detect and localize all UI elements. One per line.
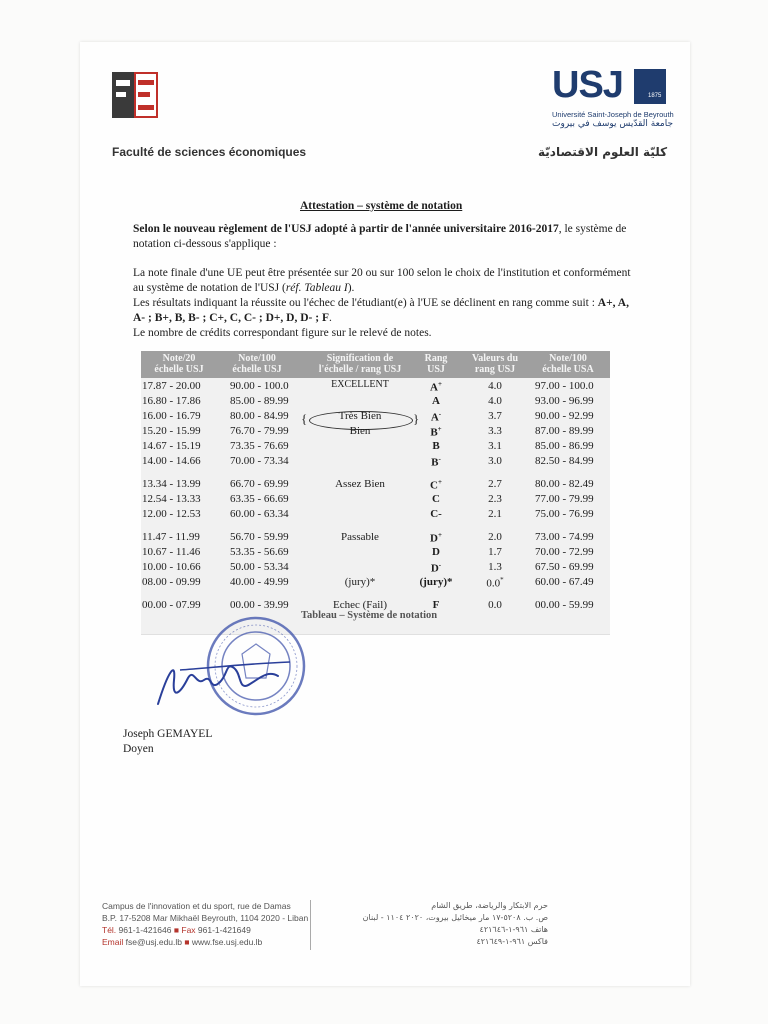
cell-signification: Echec (Fail) <box>332 599 388 611</box>
cell-note100: 53.35 - 56.69 <box>230 546 289 558</box>
cell-valeur: 3.3 <box>488 425 502 437</box>
table-reference: réf. Tableau I <box>285 282 348 294</box>
signature <box>158 666 278 704</box>
faculty-name-fr: Faculté de sciences économiques <box>112 145 307 159</box>
column-header-line: échelle USA <box>542 364 594 375</box>
signatory-role: Doyen <box>123 743 154 755</box>
cell-note20: 16.00 - 16.79 <box>142 410 201 422</box>
column-header-line: Note/20 <box>162 353 196 364</box>
table-caption: Tableau – Système de notation <box>301 610 438 621</box>
cell-usa: 93.00 - 96.99 <box>535 395 594 407</box>
cell-note100: 60.00 - 63.34 <box>230 508 289 520</box>
rank-modifier: + <box>437 531 442 539</box>
column-header-line: échelle USJ <box>154 364 204 375</box>
cell-valeur: 3.1 <box>488 440 502 452</box>
cell-valeur: 1.3 <box>488 561 502 573</box>
cell-note100: 40.00 - 49.99 <box>230 576 289 588</box>
rank-modifier: + <box>437 478 442 486</box>
footer-ar-line4: فاكس ٩٦١-١-٤٢١٦٤٩ <box>476 937 548 946</box>
column-header-line: l'échelle / rang USJ <box>318 364 402 375</box>
cell-note100: 56.70 - 59.99 <box>230 531 289 543</box>
footer-line2: B.P. 17-5208 Mar Mikhaël Beyrouth, 1104 2020 - Liban <box>102 913 309 923</box>
cell-rang: D <box>432 546 440 558</box>
cell-rang: C- <box>430 508 442 520</box>
cell-note100: 66.70 - 69.99 <box>230 478 289 490</box>
column-header-line: Valeurs du <box>471 353 519 364</box>
cell-rang: B- <box>431 455 441 469</box>
column-header <box>523 353 613 375</box>
website-link[interactable]: www.fse.usj.edu.lb <box>191 937 263 947</box>
cell-valeur: 2.0 <box>488 531 502 543</box>
stamp-and-signature <box>150 612 310 722</box>
cell-usa: 73.00 - 74.99 <box>535 531 594 543</box>
signatory <box>123 727 212 757</box>
cell-note20: 14.00 - 14.66 <box>142 455 201 467</box>
cell-rang: C+ <box>430 478 442 492</box>
grading-table <box>141 351 610 635</box>
rules-paragraph <box>133 266 638 341</box>
cell-usa: 90.00 - 92.99 <box>535 410 594 422</box>
signatory-name: Joseph GEMAYEL <box>123 728 213 740</box>
cell-usa: 80.00 - 82.49 <box>535 478 594 490</box>
table-header <box>141 351 610 378</box>
cell-signification: Passable <box>341 531 379 543</box>
rank-modifier: - <box>438 561 442 569</box>
email-link[interactable]: fse@usj.edu.lb <box>125 937 182 947</box>
cell-rang: F <box>432 599 440 611</box>
column-header-line: Note/100 <box>549 353 587 364</box>
cell-rang: D- <box>430 561 442 575</box>
intro-bold: Selon le nouveau règlement de l'USJ adopté à partir de l'année universitaire 2016-2017 <box>133 223 559 235</box>
brace-left: { <box>301 411 308 426</box>
footer-divider <box>310 900 311 950</box>
column-header-line: échelle USJ <box>232 364 282 375</box>
faculty-name-ar: كليّة العلوم الاقتصاديّة <box>538 145 668 159</box>
cell-note100: 85.00 - 89.99 <box>230 395 289 407</box>
cell-rang: (jury)* <box>419 576 453 588</box>
cell-rang: A <box>432 395 440 407</box>
cell-valeur: 4.0 <box>488 380 502 392</box>
cell-note20: 00.00 - 07.99 <box>142 599 201 611</box>
cell-valeur: 2.1 <box>488 508 502 520</box>
cell-usa: 75.00 - 76.99 <box>535 508 594 520</box>
cell-signification: EXCELLENT <box>331 379 389 390</box>
cell-note20: 11.47 - 11.99 <box>142 531 200 543</box>
usj-wordmark: USJ <box>552 64 623 106</box>
cell-valeur: 1.7 <box>488 546 502 558</box>
cell-rang: C <box>432 493 440 505</box>
cell-note100: 73.35 - 76.69 <box>230 440 289 452</box>
cell-note20: 14.67 - 15.19 <box>142 440 201 452</box>
rules-line2: Les résultats indiquant la réussite ou l'échec de l'étudiant(e) à l'UE se déclinent en rang comme suit : <box>133 297 598 309</box>
cell-rang: A+ <box>430 380 442 394</box>
cell-usa: 77.00 - 79.99 <box>535 493 594 505</box>
cell-note20: 13.34 - 13.99 <box>142 478 201 490</box>
usj-name: Université Saint-Joseph de Beyrouth <box>552 110 674 119</box>
cell-note100: 70.00 - 73.34 <box>230 455 289 467</box>
usj-name-ar: جامعة القدّيس يوسف في بيروت <box>552 119 674 129</box>
rank-modifier: + <box>437 425 442 433</box>
column-header-line: rang USJ <box>474 364 516 375</box>
tel-number: 961-1-421646 <box>118 925 172 935</box>
tel-label: Tél. <box>102 925 117 935</box>
fax-number: 961-1-421649 <box>197 925 251 935</box>
cell-usa: 87.00 - 89.99 <box>535 425 594 437</box>
rules-line1b: ). <box>347 282 355 294</box>
cell-note20: 10.00 - 10.66 <box>142 561 201 573</box>
cell-valeur: 0.0 <box>488 599 502 611</box>
cell-signification: Assez Bien <box>335 478 385 490</box>
footer-phones: Tél. 961-1-421646 ■ Fax 961-1-421649 <box>102 925 251 935</box>
email-label: Email <box>102 937 124 947</box>
cell-note20: 10.67 - 11.46 <box>142 546 201 558</box>
rules-line2-end: . <box>328 312 332 324</box>
column-header-line: Rang <box>424 353 448 364</box>
rules-line3: Le nombre de crédits correspondant figure sur le relevé de notes. <box>133 327 432 339</box>
cell-usa: 00.00 - 59.99 <box>535 599 594 611</box>
footer-ar-line3: هاتف ٩٦١-١-٤٢١٦٤٦ <box>479 925 548 934</box>
cell-usa: 82.50 - 84.99 <box>535 455 594 467</box>
brace-right: } <box>413 411 420 426</box>
cell-valeur: 2.3 <box>488 493 502 505</box>
cell-usa: 70.00 - 72.99 <box>535 546 594 558</box>
cell-valeur: 3.0 <box>488 455 502 467</box>
cell-rang: B+ <box>430 425 442 439</box>
footer-contact: Email fse@usj.edu.lb ■ www.fse.usj.edu.lb <box>102 937 263 947</box>
cell-usa: 85.00 - 86.99 <box>535 440 594 452</box>
cell-note100: 90.00 - 100.0 <box>230 380 289 392</box>
cell-note20: 08.00 - 09.99 <box>142 576 201 588</box>
cell-rang: D+ <box>430 531 442 545</box>
footer-address-fr <box>102 900 308 948</box>
value-footnote-mark: * <box>500 576 504 584</box>
footer-address-ar <box>318 900 548 948</box>
cell-usa: 97.00 - 100.0 <box>535 380 594 392</box>
cell-usa: 60.00 - 67.49 <box>535 576 594 588</box>
cell-valeur: 0.0* <box>486 576 504 590</box>
cell-note20: 16.80 - 17.86 <box>142 395 201 407</box>
cell-valeur: 2.7 <box>488 478 502 490</box>
document-title: Attestation – système de notation <box>300 200 463 212</box>
column-header-line: Note/100 <box>238 353 276 364</box>
cell-rang: A- <box>430 410 442 424</box>
cell-note100: 76.70 - 79.99 <box>230 425 289 437</box>
rank-modifier: - <box>438 455 441 463</box>
footer-ar-line2: ص. ب. ٥٢٠٨-١٧ مار ميخائيل بيروت، ٢٠٢٠ ١١٠٤ - لبنان <box>362 913 548 922</box>
cell-note100: 63.35 - 66.69 <box>230 493 289 505</box>
rank-modifier: - <box>438 410 442 418</box>
cell-note100: 00.00 - 39.99 <box>230 599 289 611</box>
usj-year: 1875 <box>648 93 662 99</box>
intro-rest: , le système de notation ci-dessous s'applique : <box>133 223 627 250</box>
rules-line1a: La note finale d'une UE peut être présentée sur 20 ou sur 100 selon le choix de l'institution et conformément au système de notation de l'USJ ( <box>133 267 631 294</box>
column-header <box>212 353 302 375</box>
cell-note20: 15.20 - 15.99 <box>142 425 201 437</box>
cell-signification: (jury)* <box>344 576 376 588</box>
column-header-line: USJ <box>427 364 445 375</box>
cell-note100: 80.00 - 84.99 <box>230 410 289 422</box>
fse-logo <box>112 72 158 118</box>
cell-usa: 67.50 - 69.99 <box>535 561 594 573</box>
rank-modifier: + <box>437 380 442 388</box>
cell-note20: 17.87 - 20.00 <box>142 380 201 392</box>
cell-note100: 50.00 - 53.34 <box>230 561 289 573</box>
rank-list: A+, A, A- ; B+, B, B- ; C+, C, C- ; D+, D, D- ; F <box>133 297 629 324</box>
footer-line1: Campus de l'innovation et du sport, rue de Damas <box>102 901 291 911</box>
table-body <box>141 378 610 635</box>
column-header-line: Signification de <box>326 353 394 364</box>
cell-signification: Bien <box>349 425 371 437</box>
intro-paragraph <box>133 222 638 252</box>
cell-valeur: 3.7 <box>488 410 502 422</box>
cell-note20: 12.00 - 12.53 <box>142 508 201 520</box>
cell-valeur: 4.0 <box>488 395 502 407</box>
cell-note20: 12.54 - 13.33 <box>142 493 201 505</box>
fax-label: Fax <box>181 925 196 935</box>
footer-ar-line1: حرم الابتكار والرياضة، طريق الشام <box>431 901 548 910</box>
usj-logo <box>552 66 674 129</box>
column-header <box>134 353 224 375</box>
cell-signification: Très Bien <box>338 410 382 422</box>
cell-rang: B <box>432 440 440 452</box>
